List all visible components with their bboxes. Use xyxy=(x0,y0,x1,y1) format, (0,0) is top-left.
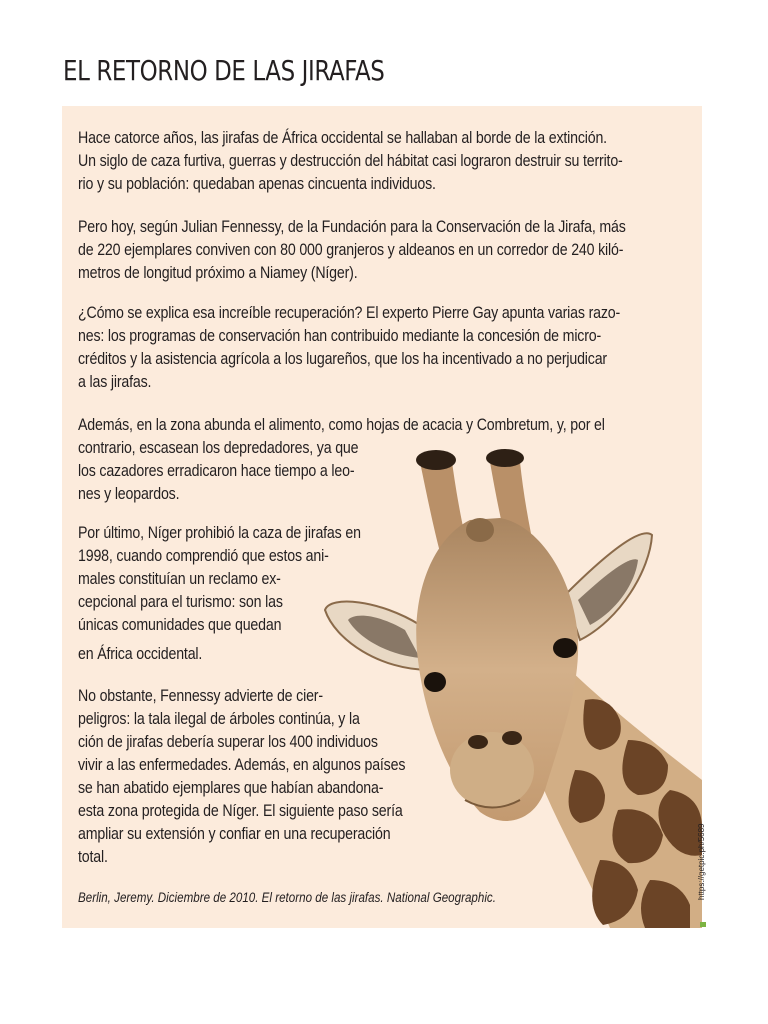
article-line: Pero hoy, según Julian Fennessy, de la Fundación para la Conservación de la Jirafa, más xyxy=(78,218,626,236)
article-line: ¿Cómo se explica esa increíble recuperación? El experto Pierre Gay apunta varias razo- xyxy=(78,304,621,322)
article-line: de 220 ejemplares conviven con 80 000 granjeros y aldeanos en un corredor de 240 kiló- xyxy=(78,241,624,259)
article-line: créditos y la asistencia agrícola a los lugareños, que los ha incentivado a no perjudicar xyxy=(78,350,607,368)
article-line: Por último, Níger prohibió la caza de jirafas en xyxy=(78,524,361,542)
citation: Berlin, Jeremy. Diciembre de 2010. El retorno de las jirafas. National Geographic. xyxy=(78,890,496,905)
article-line: ción de jirafas debería superar los 400 individuos xyxy=(78,733,378,751)
article-line: peligros: la tala ilegal de árboles continúa, y la xyxy=(78,710,360,728)
article-line: Un siglo de caza furtiva, guerras y destrucción del hábitat casi lograron destruir su territo- xyxy=(78,152,623,170)
article-line: total. xyxy=(78,848,108,866)
article-line: ampliar su extensión y confiar en una recuperación xyxy=(78,825,391,843)
page-title: EL RETORNO DE LAS JIRAFAS xyxy=(63,54,385,87)
green-corner-mark xyxy=(700,922,706,927)
article-line: metros de longitud próximo a Niamey (Níger). xyxy=(78,264,358,282)
article-line: se han abatido ejemplares que habían abandona- xyxy=(78,779,384,797)
article-line: Hace catorce años, las jirafas de África occidental se hallaban al borde de la extinción. xyxy=(78,129,607,147)
article-line: esta zona protegida de Níger. El siguiente paso sería xyxy=(78,802,403,820)
article-line: rio y su población: quedaban apenas cincuenta individuos. xyxy=(78,175,436,193)
article-line: Además, en la zona abunda el alimento, como hojas de acacia y Combretum, y, por el xyxy=(78,416,605,434)
article-line: a las jirafas. xyxy=(78,373,152,391)
article-line: vivir a las enfermedades. Además, en algunos países xyxy=(78,756,406,774)
article-line: 1998, cuando comprendió que estos ani- xyxy=(78,547,329,565)
article-line: los cazadores erradicaron hace tiempo a leo- xyxy=(78,462,355,480)
article-line: males constituían un reclamo ex- xyxy=(78,570,281,588)
article-line: en África occidental. xyxy=(78,645,203,663)
article-line: nes: los programas de conservación han contribuido mediante la concesión de micro- xyxy=(78,327,602,345)
article-line: cepcional para el turismo: son las xyxy=(78,593,283,611)
article-line: únicas comunidades que quedan xyxy=(78,616,282,634)
article-line: nes y leopardos. xyxy=(78,485,180,503)
article-line: No obstante, Fennessy advierte de cier- xyxy=(78,687,323,705)
article-line: contrario, escasean los depredadores, ya que xyxy=(78,439,359,457)
photo-credit: https://getpic.ph/5689 xyxy=(697,823,706,900)
